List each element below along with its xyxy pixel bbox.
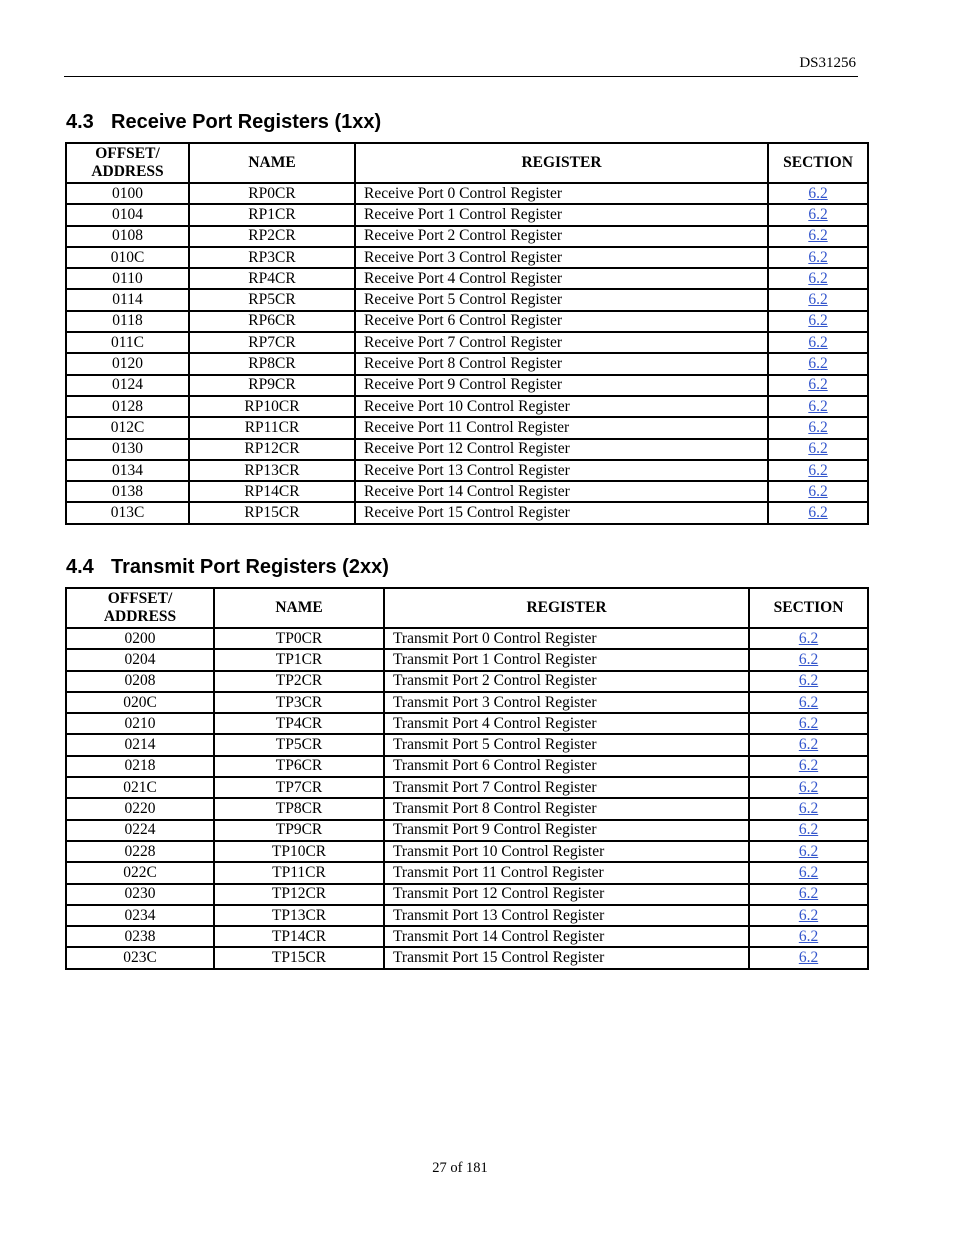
cell-offset-address: 010C — [66, 247, 189, 268]
document-id: DS31256 — [799, 55, 856, 71]
section-link[interactable]: 6.2 — [798, 906, 819, 924]
cell-offset-address: 0220 — [66, 798, 214, 819]
cell-register: Receive Port 15 Control Register — [355, 502, 768, 523]
cell-register: Transmit Port 3 Control Register — [384, 692, 749, 713]
cell-section — [768, 226, 868, 247]
cell-offset-address: 013C — [66, 502, 189, 523]
table-row — [66, 628, 868, 649]
cell-section — [768, 289, 868, 310]
cell-offset-address: 0100 — [66, 183, 189, 204]
cell-section — [768, 481, 868, 502]
section-link[interactable]: 6.2 — [808, 312, 828, 330]
section-number: 4.4 — [66, 556, 94, 578]
cell-register: Receive Port 8 Control Register — [355, 353, 768, 374]
cell-offset-address: 0114 — [66, 289, 189, 310]
table-row — [66, 417, 868, 438]
cell-name: TP12CR — [214, 884, 384, 905]
cell-register: Transmit Port 13 Control Register — [384, 905, 749, 926]
table-row — [66, 460, 868, 481]
section-link[interactable]: 6.2 — [798, 693, 819, 711]
cell-name: TP15CR — [214, 947, 384, 968]
section-link[interactable]: 6.2 — [798, 842, 819, 860]
section-title: Receive Port Registers (1xx) — [111, 111, 382, 133]
cell-offset-address: 0208 — [66, 671, 214, 692]
section-link[interactable]: 6.2 — [808, 269, 828, 287]
cell-section — [749, 777, 868, 798]
cell-name: RP4CR — [189, 268, 355, 289]
cell-section — [768, 247, 868, 268]
cell-register: Transmit Port 7 Control Register — [384, 777, 749, 798]
section-link[interactable]: 6.2 — [808, 482, 828, 500]
table-row — [66, 841, 868, 862]
section-title: Transmit Port Registers (2xx) — [111, 556, 389, 578]
cell-offset-address: 0120 — [66, 353, 189, 374]
cell-name: TP13CR — [214, 905, 384, 926]
page-header — [64, 54, 858, 77]
cell-name: RP3CR — [189, 247, 355, 268]
cell-offset-address: 011C — [66, 332, 189, 353]
cell-section — [749, 649, 868, 670]
cell-register: Receive Port 0 Control Register — [355, 183, 768, 204]
cell-register: Receive Port 3 Control Register — [355, 247, 768, 268]
table-row — [66, 926, 868, 947]
cell-offset-address: 0210 — [66, 713, 214, 734]
table-row — [66, 332, 868, 353]
page-number: 27 of 181 — [432, 1160, 488, 1176]
section-link[interactable]: 6.2 — [798, 736, 819, 754]
cell-name: TP6CR — [214, 756, 384, 777]
cell-name: RP2CR — [189, 226, 355, 247]
cell-name: TP0CR — [214, 628, 384, 649]
cell-register: Transmit Port 9 Control Register — [384, 820, 749, 841]
cell-offset-address: 021C — [66, 777, 214, 798]
cell-offset-address: 0104 — [66, 204, 189, 225]
column-header-offset-address: OFFSET/ ADDRESS — [66, 588, 214, 628]
cell-register: Transmit Port 1 Control Register — [384, 649, 749, 670]
section-link[interactable]: 6.2 — [798, 800, 819, 818]
section-link[interactable]: 6.2 — [808, 504, 828, 522]
cell-register: Receive Port 10 Control Register — [355, 396, 768, 417]
section-link[interactable]: 6.2 — [798, 714, 819, 732]
section-link[interactable]: 6.2 — [798, 629, 819, 647]
cell-name: TP3CR — [214, 692, 384, 713]
section-heading-receive — [66, 111, 381, 134]
cell-register: Receive Port 2 Control Register — [355, 226, 768, 247]
section-link[interactable]: 6.2 — [798, 885, 819, 903]
cell-register: Receive Port 12 Control Register — [355, 439, 768, 460]
cell-name: TP4CR — [214, 713, 384, 734]
cell-register: Receive Port 14 Control Register — [355, 481, 768, 502]
cell-name: RP7CR — [189, 332, 355, 353]
cell-name: RP11CR — [189, 417, 355, 438]
cell-section — [768, 204, 868, 225]
cell-section — [749, 926, 868, 947]
cell-name: TP14CR — [214, 926, 384, 947]
table-row — [66, 649, 868, 670]
cell-register: Transmit Port 15 Control Register — [384, 947, 749, 968]
cell-offset-address: 0218 — [66, 756, 214, 777]
table-header-row — [66, 588, 868, 628]
cell-offset-address: 0130 — [66, 439, 189, 460]
table-row — [66, 502, 868, 523]
table-row — [66, 439, 868, 460]
cell-offset-address: 0214 — [66, 734, 214, 755]
cell-name: RP10CR — [189, 396, 355, 417]
section-link[interactable]: 6.2 — [808, 227, 828, 245]
table-row — [66, 862, 868, 883]
cell-section — [768, 375, 868, 396]
table-row — [66, 692, 868, 713]
cell-name: RP6CR — [189, 311, 355, 332]
table-row — [66, 375, 868, 396]
section-link[interactable]: 6.2 — [808, 291, 828, 309]
cell-register: Transmit Port 5 Control Register — [384, 734, 749, 755]
cell-register: Transmit Port 12 Control Register — [384, 884, 749, 905]
table-row — [66, 884, 868, 905]
cell-name: RP12CR — [189, 439, 355, 460]
cell-offset-address: 0230 — [66, 884, 214, 905]
cell-register: Transmit Port 6 Control Register — [384, 756, 749, 777]
cell-section — [749, 862, 868, 883]
section-link[interactable]: 6.2 — [798, 821, 819, 839]
cell-section — [768, 439, 868, 460]
cell-section — [749, 820, 868, 841]
table-row — [66, 289, 868, 310]
cell-section — [768, 417, 868, 438]
cell-name: RP9CR — [189, 375, 355, 396]
cell-offset-address: 0110 — [66, 268, 189, 289]
cell-offset-address: 0118 — [66, 311, 189, 332]
cell-register: Transmit Port 2 Control Register — [384, 671, 749, 692]
cell-section — [768, 502, 868, 523]
cell-section — [749, 713, 868, 734]
transmit-port-register-table — [65, 587, 869, 970]
cell-name: RP15CR — [189, 502, 355, 523]
cell-offset-address: 0224 — [66, 820, 214, 841]
cell-register: Transmit Port 4 Control Register — [384, 713, 749, 734]
table-row — [66, 671, 868, 692]
cell-section — [749, 947, 868, 968]
cell-section — [749, 884, 868, 905]
section-link[interactable]: 6.2 — [808, 418, 828, 436]
table-row — [66, 204, 868, 225]
table-row — [66, 947, 868, 968]
table-row — [66, 777, 868, 798]
cell-register: Receive Port 11 Control Register — [355, 417, 768, 438]
cell-name: RP14CR — [189, 481, 355, 502]
cell-section — [749, 692, 868, 713]
cell-name: RP1CR — [189, 204, 355, 225]
section-link[interactable]: 6.2 — [798, 778, 819, 796]
cell-section — [749, 905, 868, 926]
cell-register: Transmit Port 14 Control Register — [384, 926, 749, 947]
table-row — [66, 734, 868, 755]
column-header-offset-address: OFFSET/ ADDRESS — [66, 143, 189, 183]
cell-offset-address: 0234 — [66, 905, 214, 926]
cell-offset-address: 0204 — [66, 649, 214, 670]
cell-register: Receive Port 7 Control Register — [355, 332, 768, 353]
cell-name: TP8CR — [214, 798, 384, 819]
cell-section — [768, 396, 868, 417]
table-row — [66, 481, 868, 502]
section-link[interactable]: 6.2 — [808, 355, 828, 373]
section-link[interactable]: 6.2 — [808, 248, 828, 266]
table-row — [66, 353, 868, 374]
cell-offset-address: 0200 — [66, 628, 214, 649]
table-row — [66, 756, 868, 777]
cell-register: Receive Port 9 Control Register — [355, 375, 768, 396]
section-link[interactable]: 6.2 — [798, 927, 819, 945]
section-link[interactable]: 6.2 — [798, 863, 819, 881]
section-link[interactable]: 6.2 — [808, 440, 828, 458]
table-row — [66, 268, 868, 289]
table-row — [66, 820, 868, 841]
column-header-register: REGISTER — [384, 588, 749, 628]
table-row — [66, 905, 868, 926]
cell-section — [768, 311, 868, 332]
table-header-row — [66, 143, 868, 183]
table-row — [66, 226, 868, 247]
section-link[interactable]: 6.2 — [808, 333, 828, 351]
cell-offset-address: 0228 — [66, 841, 214, 862]
cell-offset-address: 0124 — [66, 375, 189, 396]
cell-section — [768, 183, 868, 204]
table-row — [66, 713, 868, 734]
section-link[interactable]: 6.2 — [798, 650, 819, 668]
cell-section — [749, 628, 868, 649]
cell-register: Transmit Port 11 Control Register — [384, 862, 749, 883]
cell-offset-address: 023C — [66, 947, 214, 968]
cell-name: TP10CR — [214, 841, 384, 862]
cell-section — [768, 268, 868, 289]
cell-name: TP1CR — [214, 649, 384, 670]
cell-offset-address: 020C — [66, 692, 214, 713]
section-link[interactable]: 6.2 — [808, 376, 828, 394]
section-link[interactable]: 6.2 — [798, 672, 819, 690]
cell-section — [749, 734, 868, 755]
cell-section — [768, 353, 868, 374]
cell-section — [749, 671, 868, 692]
cell-name: TP2CR — [214, 671, 384, 692]
section-link[interactable]: 6.2 — [808, 184, 828, 202]
cell-name: TP11CR — [214, 862, 384, 883]
cell-register: Transmit Port 0 Control Register — [384, 628, 749, 649]
table-row — [66, 798, 868, 819]
column-header-register: REGISTER — [355, 143, 768, 183]
table-row — [66, 183, 868, 204]
receive-port-register-table — [65, 142, 869, 525]
column-header-name: NAME — [189, 143, 355, 183]
table-row — [66, 247, 868, 268]
section-link[interactable]: 6.2 — [808, 461, 828, 479]
section-number: 4.3 — [66, 111, 94, 133]
cell-offset-address: 012C — [66, 417, 189, 438]
cell-section — [768, 460, 868, 481]
section-link[interactable]: 6.2 — [808, 205, 828, 223]
cell-section — [749, 798, 868, 819]
column-header-name: NAME — [214, 588, 384, 628]
cell-register: Receive Port 4 Control Register — [355, 268, 768, 289]
cell-section — [768, 332, 868, 353]
section-link[interactable]: 6.2 — [798, 949, 819, 967]
cell-offset-address: 0128 — [66, 396, 189, 417]
cell-register: Transmit Port 8 Control Register — [384, 798, 749, 819]
cell-section — [749, 756, 868, 777]
cell-register: Transmit Port 10 Control Register — [384, 841, 749, 862]
cell-register: Receive Port 13 Control Register — [355, 460, 768, 481]
cell-name: RP5CR — [189, 289, 355, 310]
cell-name: TP7CR — [214, 777, 384, 798]
column-header-section: SECTION — [749, 588, 868, 628]
cell-name: TP9CR — [214, 820, 384, 841]
cell-name: RP13CR — [189, 460, 355, 481]
section-link[interactable]: 6.2 — [808, 397, 828, 415]
table-row — [66, 311, 868, 332]
cell-name: RP8CR — [189, 353, 355, 374]
cell-register: Receive Port 1 Control Register — [355, 204, 768, 225]
cell-offset-address: 0134 — [66, 460, 189, 481]
cell-section — [749, 841, 868, 862]
table-row — [66, 396, 868, 417]
column-header-section: SECTION — [768, 143, 868, 183]
cell-register: Receive Port 5 Control Register — [355, 289, 768, 310]
cell-offset-address: 0238 — [66, 926, 214, 947]
section-link[interactable]: 6.2 — [798, 757, 819, 775]
cell-offset-address: 0108 — [66, 226, 189, 247]
cell-register: Receive Port 6 Control Register — [355, 311, 768, 332]
cell-name: RP0CR — [189, 183, 355, 204]
cell-name: TP5CR — [214, 734, 384, 755]
section-heading-transmit — [66, 556, 389, 579]
cell-offset-address: 022C — [66, 862, 214, 883]
cell-offset-address: 0138 — [66, 481, 189, 502]
